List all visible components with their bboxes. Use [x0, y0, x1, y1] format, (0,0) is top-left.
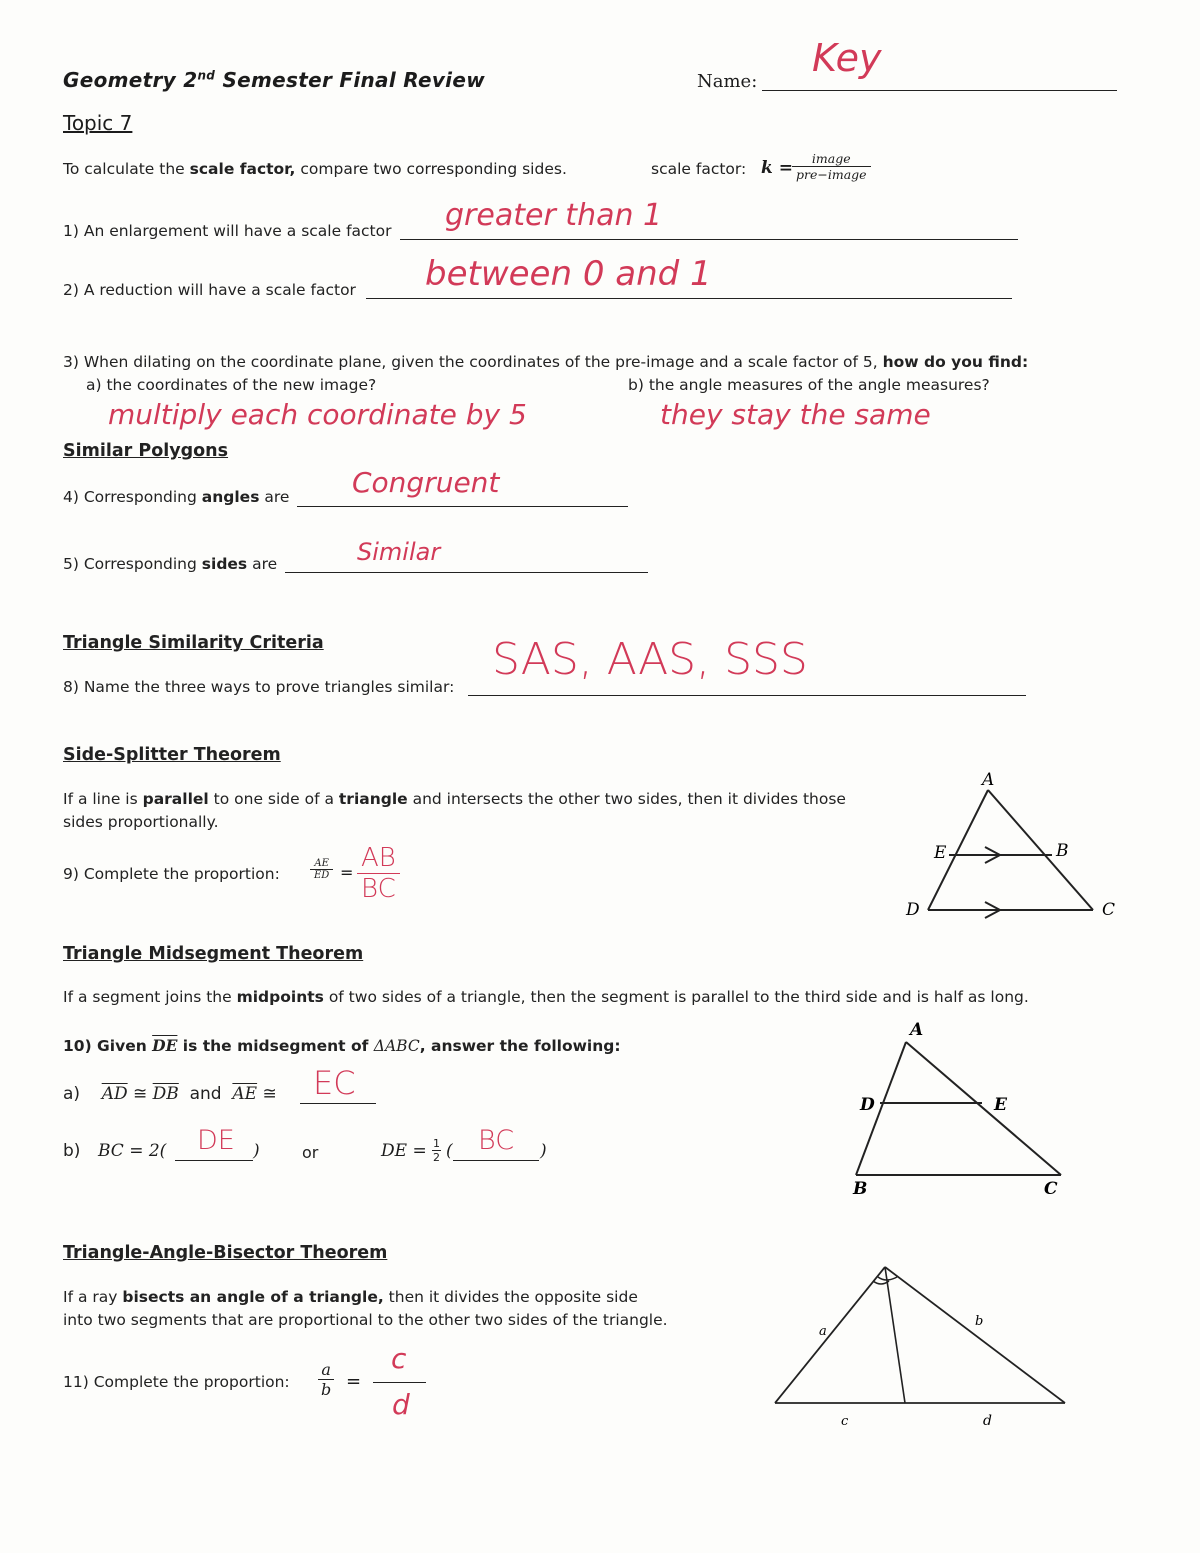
label-b: B [853, 1179, 868, 1199]
midsegment-diagram [840, 1015, 1070, 1200]
q8-text: 8) Name the three ways to prove triangles similar: [63, 678, 455, 696]
q10b-expr2: DE = [381, 1141, 427, 1161]
half-fraction: $\frac{1}{2}$ [433, 1137, 440, 1164]
q10b-answer-line [175, 1160, 253, 1161]
q10a-answer-line [300, 1103, 376, 1104]
formula-label: scale factor: [651, 160, 747, 178]
q2-answer: between 0 and 1 [425, 254, 712, 294]
side-splitter-line1: If a line is parallel to one side of a triangle and intersects the other two sides, then it divides those [63, 790, 846, 808]
q10b-open: ( [446, 1141, 453, 1161]
q9-text: 9) Complete the proportion: [63, 865, 280, 883]
angle-bisector-line1: If a ray bisects an angle of a triangle, then it divides the opposite side [63, 1288, 638, 1306]
name-label: Name: [697, 71, 758, 92]
name-answer: Key [812, 36, 882, 80]
q10b-close: ) [253, 1141, 260, 1161]
label-d: D [906, 900, 920, 920]
midsegment-heading: Triangle Midsegment Theorem [63, 944, 364, 964]
side-splitter-heading: Side-Splitter Theorem [63, 745, 281, 765]
q9-answer-fraction: $\frac{AB}{BC}$ [357, 843, 400, 904]
q2-answer-line [366, 298, 1012, 299]
q8-answer-line [468, 695, 1026, 696]
q10b-label: b) [63, 1141, 81, 1161]
topic-heading: Topic 7 [63, 111, 133, 135]
label-a: A [910, 1020, 924, 1040]
formula-k: k = [761, 158, 793, 178]
q10-text: 10) Given $\overline{DE}$ is the midsegment of ΔABC, answer the following: [63, 1036, 621, 1055]
page-title: Geometry 2nd Semester Final Review [63, 68, 485, 92]
q10b-expr: BC = 2( [98, 1141, 167, 1161]
q4-answer-line [297, 506, 628, 507]
q9-given-fraction: $\frac{AE}{ED}$ [310, 858, 333, 881]
side-splitter-line2: sides proportionally. [63, 813, 219, 831]
label-e: E [994, 1095, 1007, 1115]
midsegment-text: If a segment joins the midpoints of two sides of a triangle, then the segment is parallel to the third side and is half as long. [63, 988, 1029, 1006]
similarity-criteria-heading: Triangle Similarity Criteria [63, 633, 324, 653]
label-c: c [841, 1414, 849, 1429]
label-a: A [982, 770, 995, 790]
q4-text: 4) Corresponding angles are [63, 488, 290, 506]
q10a-answer: EC [313, 1064, 356, 1102]
q10b-answer: DE [197, 1125, 235, 1156]
angle-bisector-line2: into two segments that are proportional to the other two sides of the triangle. [63, 1311, 668, 1329]
q5-text: 5) Corresponding sides are [63, 555, 278, 573]
q8-answer: SAS, AAS, SSS [492, 634, 808, 685]
similar-polygons-heading: Similar Polygons [63, 441, 229, 461]
q5-answer-line [285, 572, 648, 573]
q3a-answer: multiply each coordinate by 5 [108, 398, 527, 431]
q11-answer-num: c [391, 1342, 407, 1375]
q1-text: 1) An enlargement will have a scale factor [63, 222, 392, 240]
label-e: E [934, 843, 947, 863]
q5-answer: Similar [357, 538, 441, 566]
q2-text: 2) A reduction will have a scale factor [63, 281, 356, 299]
q10a-row: a) $\overline{AD}$ ≅ $\overline{DB}$ and $\overline{AE}$ ≅ [63, 1084, 277, 1104]
q3b-text: b) the angle measures of the angle measures? [628, 376, 990, 394]
label-d: d [983, 1413, 992, 1429]
q10b2-answer-line [453, 1160, 539, 1161]
q10b2-close: ) [540, 1141, 547, 1161]
angle-bisector-heading: Triangle-Angle-Bisector Theorem [63, 1243, 388, 1263]
side-splitter-diagram [890, 765, 1130, 925]
label-c: C [1102, 900, 1116, 920]
q11-text: 11) Complete the proportion: [63, 1373, 290, 1391]
q1-answer-line [400, 239, 1018, 240]
label-b: b [975, 1314, 984, 1329]
scale-factor-fraction: image pre−image [792, 151, 871, 182]
q11-answer-den: d [392, 1388, 410, 1421]
label-d: D [860, 1095, 875, 1115]
name-line [762, 90, 1117, 91]
q11-equals: = [346, 1371, 362, 1392]
q3b-answer: they stay the same [660, 398, 931, 431]
q10b2-answer: BC [478, 1125, 515, 1156]
angle-bisector-diagram [765, 1255, 1075, 1435]
q11-fraction-bar [373, 1382, 426, 1383]
q3a-text: a) the coordinates of the new image? [86, 376, 377, 394]
q1-answer: greater than 1 [445, 198, 663, 233]
label-a: a [819, 1324, 827, 1339]
q9-equals: = [340, 863, 354, 882]
intro-text: To calculate the scale factor, compare two corresponding sides. [63, 160, 567, 178]
label-b: B [1056, 841, 1069, 861]
q10b-or: or [302, 1143, 319, 1162]
label-c: C [1044, 1179, 1058, 1199]
q11-given-fraction: $\frac{a}{b}$ [318, 1360, 334, 1399]
q3-text: 3) When dilating on the coordinate plane, given the coordinates of the pre-image and a scale factor of 5, how do you find: [63, 353, 1029, 371]
q4-answer: Congruent [352, 466, 500, 499]
